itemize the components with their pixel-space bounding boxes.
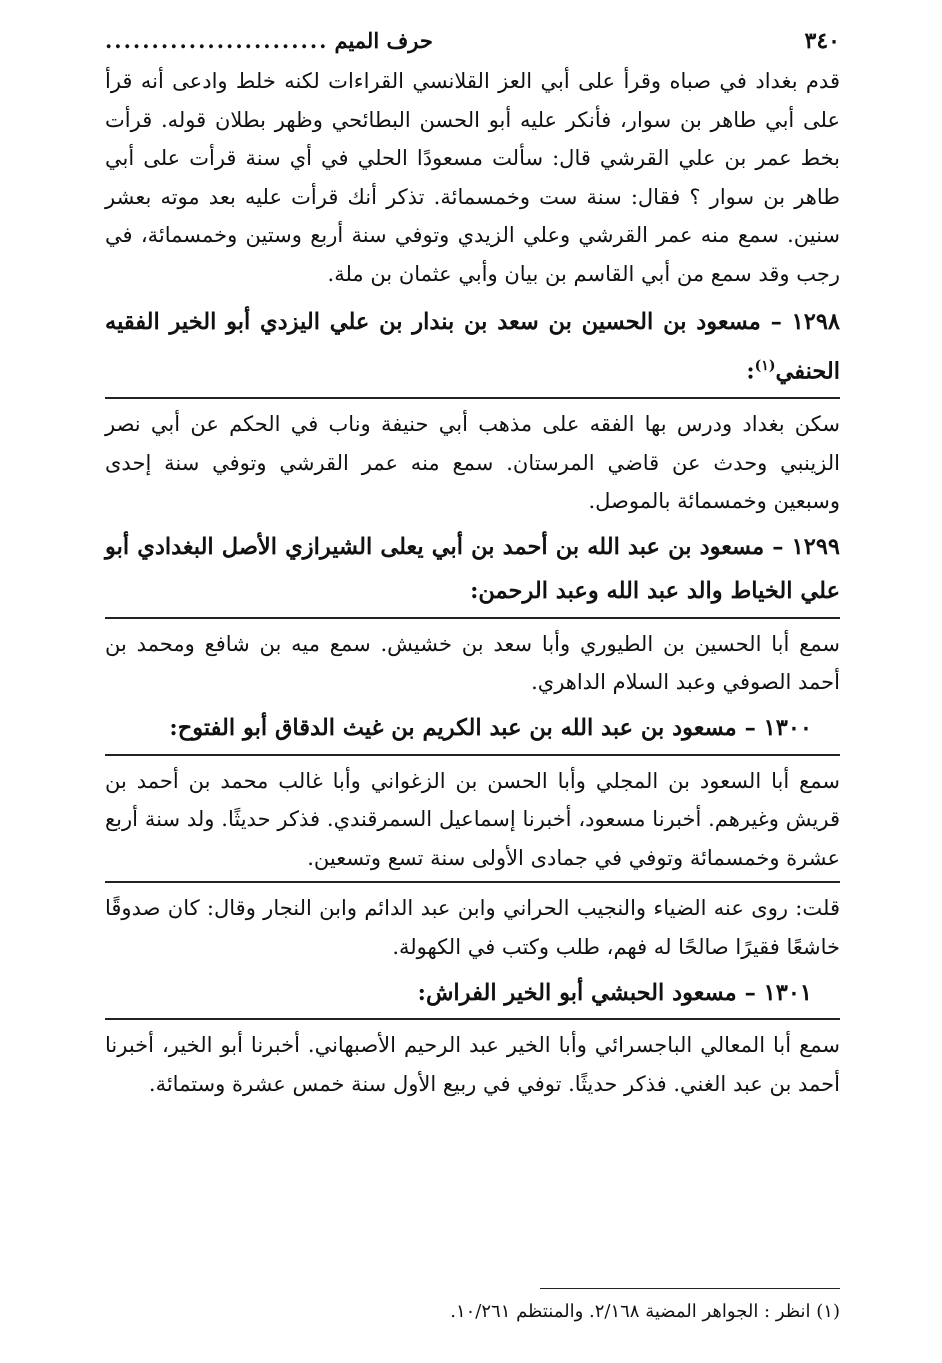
entry-heading-1299: ١٢٩٩ – مسعود بن عبد الله بن أحمد بن أبي يعلى الشيرازي الأصل البغدادي أبو علي الخياط والد عبد الله وعبد الرحمن: — [105, 533, 840, 605]
book-page — [105, 28, 840, 1103]
footnote-rule — [540, 1288, 840, 1289]
biography-paragraph: سمع أبا السعود بن المجلي وأبا الحسن بن الزغواني وأبا غالب محمد بن أحمد بن قريش وغيرهم. أخبرنا مسعود، أخبرنا إسماعيل السمرقندي. فذكر حديثًا. ولد سنة أربع عشرة وخمسمائة وتوفي في جمادى الأولى سنة تسع وتسعين. — [105, 754, 840, 878]
biography-paragraph: سكن بغداد ودرس بها الفقه على مذهب أبي حنيفة وناب في الحكم عن أبي نصر الزينبي وحدث عن قاضي المرستان. سمع منه عمر القرشي وتوفي سنة إحدى وسبعين وخمسمائة بالموصل. — [105, 397, 840, 521]
chapter-title-group — [105, 28, 433, 53]
page-number: ٣٤٠ — [804, 28, 840, 54]
entry-heading-1298 — [105, 300, 840, 395]
footnote: (١) انظر : الجواهر المضية ٢/١٦٨. والمنتظم ١٠/٢٦١. — [450, 1301, 840, 1322]
header-dots: ........................ — [105, 28, 329, 53]
biography-paragraph: قلت: روى عنه الضياء والنجيب الحراني وابن عبد الدائم وابن النجار وقال: كان صدوقًا خاشعًا فقيرًا صالحًا له فهم، طلب وكتب في الكهولة. — [105, 881, 840, 966]
entry-heading-colon: : — [746, 358, 755, 385]
biography-paragraph: سمع أبا المعالي الباجسرائي وأبا الخير عبد الرحيم الأصبهاني. أخبرنا أبو الخير، أخبرنا أحمد بن عبد الغني. فذكر حديثًا. توفي في ربيع الأول سنة خمس عشرة وستمائة. — [105, 1018, 840, 1103]
entry-heading-1301: ١٣٠١ – مسعود الحبشي أبو الخير الفراش: — [417, 979, 812, 1006]
biography-paragraph: سمع أبا الحسين بن الطيوري وأبا سعد بن خشيش. سمع ميه بن شافع ومحمد بن أحمد الصوفي وعبد السلام الداهري. — [105, 617, 840, 702]
footnote-marker: (١) — [754, 358, 776, 375]
running-header — [105, 28, 840, 62]
entry-heading-text: ١٢٩٨ – مسعود بن الحسين بن سعد بن بندار بن علي اليزدي أبو الخير الفقيه الحنفي — [105, 308, 840, 385]
entry-heading-1300: ١٣٠٠ – مسعود بن عبد الله بن عبد الكريم بن غيث الدقاق أبو الفتوح: — [169, 715, 812, 742]
biography-paragraph: قدم بغداد في صباه وقرأ على أبي العز القلانسي القراءات لكنه خلط وادعى أنه قرأ على أبي طاهر بن سوار، فأنكر عليه أبو الحسن البطائحي وظهر بطلان قوله. قرأت بخط عمر بن علي القرشي قال: سألت مسعودًا الحلي في أي سنة قرأت على أبي طاهر بن سوار ؟ فقال: سنة ست وخمسمائة. تذكر أنك قرأت عليه بعد موته بعشر سنين. سمع منه عمر القرشي وعلي الزيدي وتوفي سنة أربع وستين وخمسمائة، في رجب وقد سمع من أبي القاسم بن بيان وأبي عثمان بن ملة. — [105, 69, 840, 286]
footnote-area — [105, 1288, 840, 1322]
chapter-title: حرف الميم — [334, 28, 433, 53]
